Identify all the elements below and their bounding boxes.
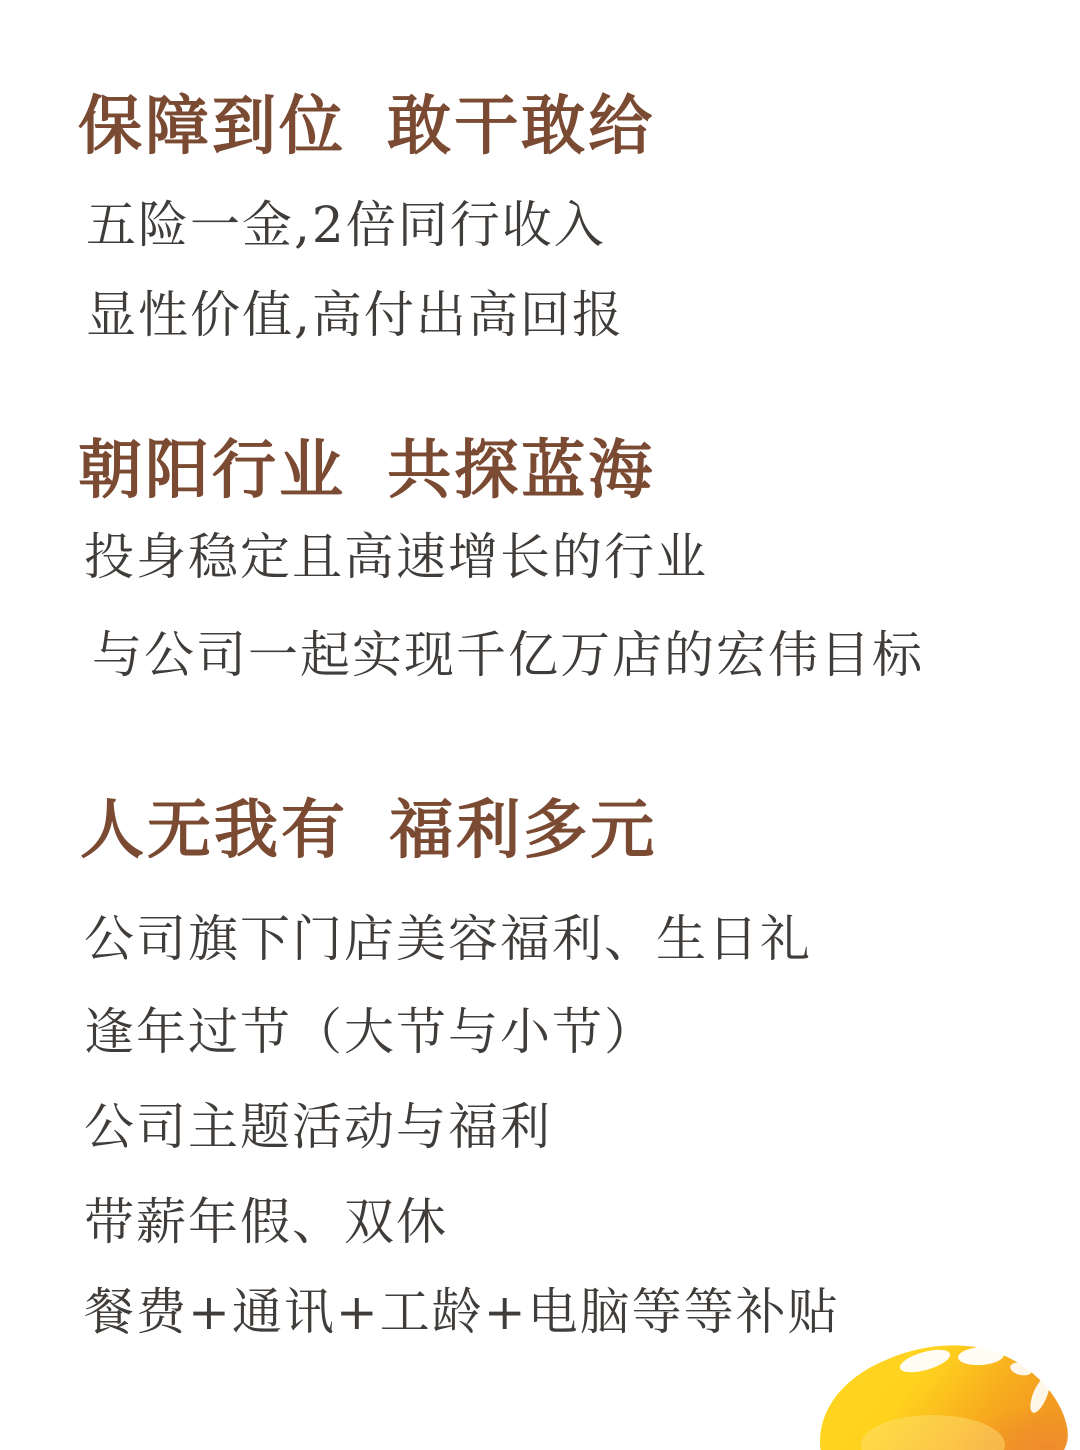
benefit-line-value: 显性价值,高付出高回报 — [86, 286, 624, 344]
welfare-line-subsidies: 餐费+通讯+工龄+电脑等等补贴 — [84, 1283, 840, 1341]
industry-line-growth: 投身稳定且高速增长的行业 — [84, 528, 708, 586]
corn-kernel-icon — [815, 1333, 1071, 1450]
section-title-benefits: 保障到位 敢干敢给 — [78, 89, 656, 164]
section-title-industry: 朝阳行业 共探蓝海 — [78, 433, 656, 508]
welfare-line-store-benefits: 公司旗下门店美容福利、生日礼 — [84, 910, 812, 968]
benefit-line-insurance: 五险一金,2倍同行收入 — [86, 196, 606, 254]
welfare-line-paid-leave: 带薪年假、双休 — [84, 1193, 448, 1251]
section-title-welfare: 人无我有 福利多元 — [80, 793, 658, 868]
welfare-line-holidays: 逢年过节（大节与小节） — [84, 1003, 656, 1061]
industry-line-goal: 与公司一起实现千亿万店的宏伟目标 — [92, 626, 924, 684]
welfare-line-activities: 公司主题活动与福利 — [84, 1098, 552, 1156]
